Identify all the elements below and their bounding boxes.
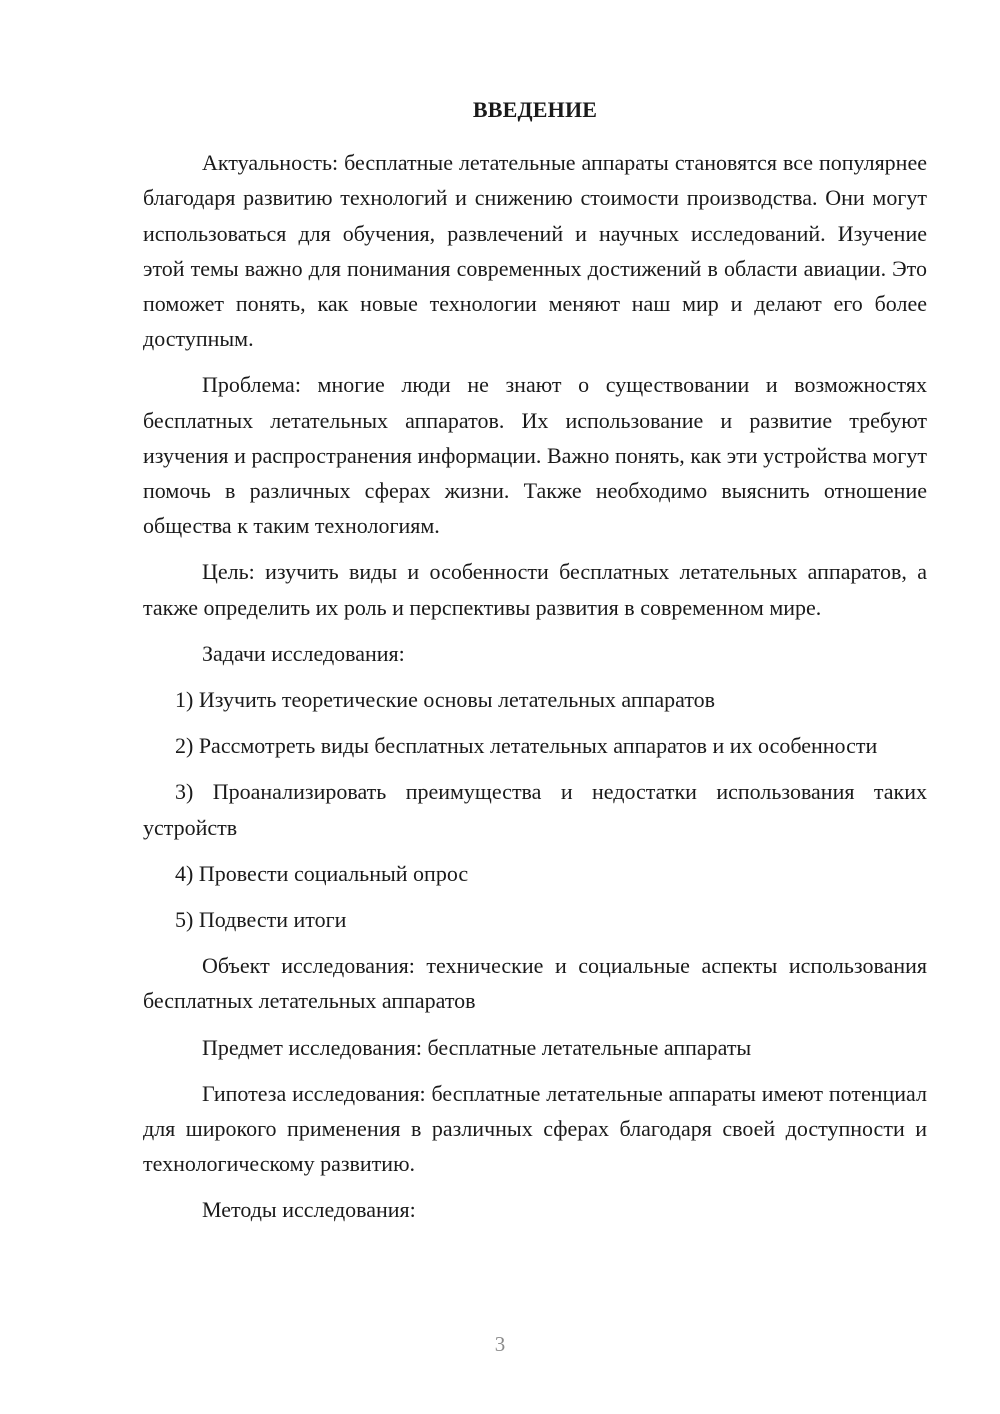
paragraph-tasks-heading: Задачи исследования: [202, 640, 405, 666]
task-item-2: 2) Рассмотреть виды бесплатных летательных аппаратов и их особенности [175, 733, 878, 759]
task-item-5: 5) Подвести итоги [175, 907, 347, 933]
document-page [143, 92, 927, 1239]
paragraph-hypothesis: Гипотеза исследования: бесплатные летательные аппараты имеют потенциал для широкого применения в различных сферах благодаря своей доступности и технологическому развитию. [143, 1080, 927, 1177]
paragraph-goal: Цель: изучить виды и особенности бесплатных летательных аппаратов, а также определить их роль и перспективы развития в современном мире. [143, 559, 927, 620]
paragraph-methods: Методы исследования: [202, 1197, 416, 1223]
paragraph-object: Объект исследования: технические и социальные аспекты использования бесплатных летательных аппаратов [143, 953, 927, 1014]
page-number: 3 [494, 1332, 506, 1356]
paragraph-subject: Предмет исследования: бесплатные летательные аппараты [202, 1034, 752, 1060]
paragraph-problem: Проблема: многие люди не знают о существовании и возможностях бесплатных летательных аппаратов. Их использование и развитие требуют изучения и распространения информации. Важно понять, как эти устройства могут помочь в различных сферах жизни. Также необходимо выяснить отношение общества к таким технологиям. [143, 372, 927, 539]
task-item-4: 4) Провести социальный опрос [175, 860, 469, 886]
task-item-1: 1) Изучить теоретические основы летательных аппаратов [175, 687, 716, 713]
task-item-3: 3) Проанализировать преимущества и недостатки использования таких устройств [143, 779, 927, 840]
page-title: ВВЕДЕНИЕ [472, 97, 598, 122]
paragraph-relevance: Актуальность: бесплатные летательные аппараты становятся все популярнее благодаря развитию технологий и снижению стоимости производства. Они могут использоваться для обучения, развлечений и научных исследований. Изучение этой темы важно для понимания современных достижений в области авиации. Это поможет понять, как новые технологии меняют наш мир и делают его более доступным. [143, 150, 927, 352]
